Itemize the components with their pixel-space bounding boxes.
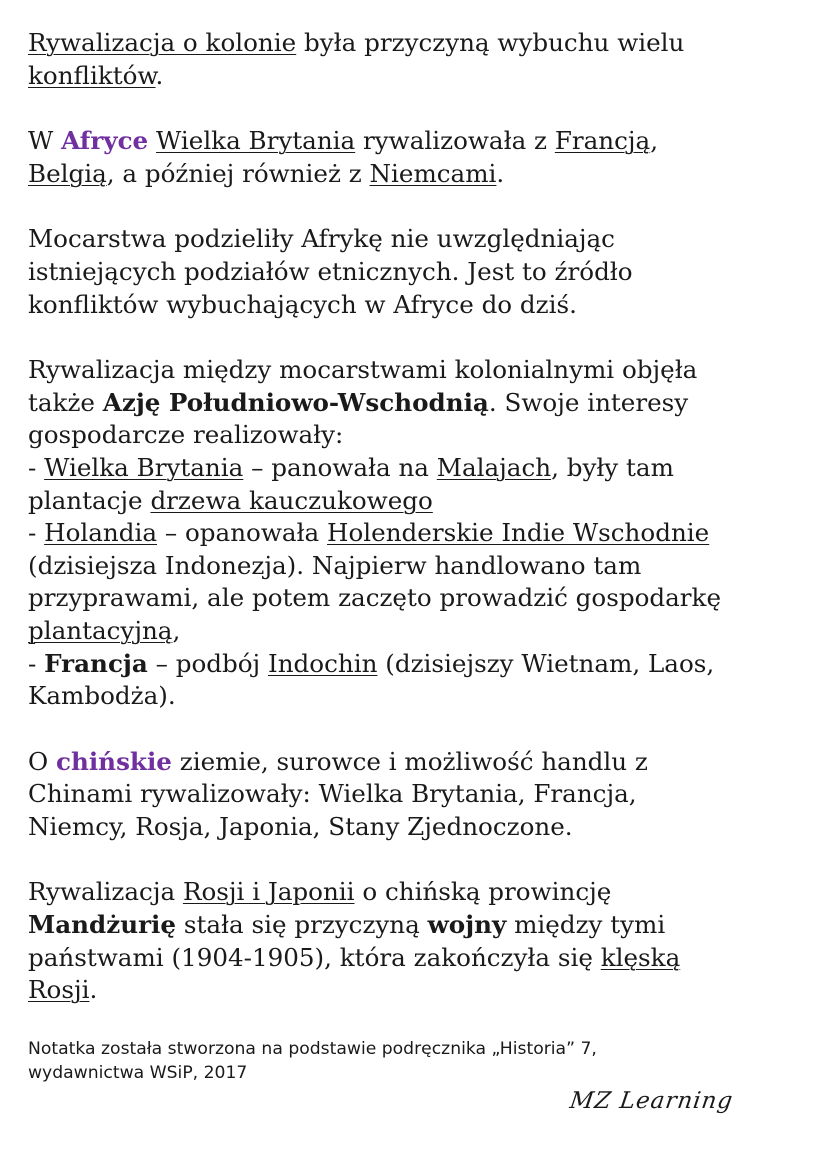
term-indochina: Indochin [268,648,378,678]
term-belgium: Belgią [28,158,107,188]
list-item-great-britain: - Wielka Brytania – panowała na Malajach, były tam [28,452,674,482]
term-conflicts: konfliktów [28,60,156,90]
note-body [28,27,818,1040]
term-russia: Rosji [28,975,90,1005]
paragraph-colonial-rivalry: Rywalizacja o kolonie była przyczyną wybuchu wielu konfliktów. [28,28,685,90]
term-manchuria: Mandżurię [28,910,177,940]
highlight-africa: Afryce [61,126,149,156]
list-item-france: - Francja – podbój Indochin (dzisiejszy Wietnam, Laos, [28,648,715,678]
term-southeast-asia: Azję Południowo-Wschodnią [102,387,489,417]
source-note: Notatka została stworzona na podstawie podręcznika „Historia” 7, wydawnictwa WSiP, 2017 [28,1039,597,1083]
paragraph-russo-japanese-war: Rywalizacja Rosji i Japonii o chińską prowincję Mandżurię stała się przyczyną wojny między tymi państwami (1904-1905), która zakończyła się klęską Rosji. [28,877,681,1005]
term-france-bold: Francja [44,648,148,678]
paragraph-africa: W Afryce Wielka Brytania rywalizowała z Francją, Belgią, a później również z Niemcami. [28,126,659,188]
term-colonial-rivalry: Rywalizacja o kolonie [28,28,297,57]
term-great-britain: Wielka Brytania [156,126,356,156]
list-item-holland: - Holandia – opanowała Holenderskie Indie Wschodnie [28,518,710,548]
paragraph-southeast-asia: Rywalizacja między mocarstwami kolonialnymi objęła także Azję Południowo-Wschodnią. Swoje interesy gospodarcze realizowały: - Wielka Brytania – panowała na Malajach, były tam plantacje drzewa kauczukowego - Holandia – opanowała Holenderskie Indie Wschodnie (dzisiejsza Indonezja). Najpierw handlowano tam przyprawami, ale potem zaczęto prowadzić gospodarkę plantacyjną, - Francja – podbój Indochin (dzisiejszy Wietnam, Laos, Kambodża). [28,354,818,713]
signature: MZ Learning [568,1088,735,1114]
term-defeat: klęską [600,942,681,972]
term-great-britain-asia: Wielka Brytania [44,452,244,482]
term-france: Francją [554,126,651,156]
highlight-chinese: chińskie [55,746,172,776]
term-germany: Niemcami [369,158,497,188]
term-rubber-tree: drzewa kauczukowego [150,485,433,515]
term-war: wojny [427,910,507,940]
term-russia-japan: Rosji i Japonii [182,877,355,907]
term-malaya: Malajach [436,452,552,482]
term-plantation: plantacyjną [28,615,173,645]
paragraph-china: O chińskie ziemie, surowce i możliwość handlu z Chinami rywalizowały: Wielka Brytania, Francja, Niemcy, Rosja, Japonia, Stany Zjednoczone. [28,746,648,841]
term-dutch-east-indies: Holenderskie Indie Wschodnie [327,518,710,548]
paragraph-africa-division: Mocarstwa podzieliły Afrykę nie uwzględniając istniejących podziałów etnicznych. Jest to źródło konfliktów wybuchających w Afryce do dziś. [28,224,633,319]
term-holland: Holandia [44,518,158,548]
